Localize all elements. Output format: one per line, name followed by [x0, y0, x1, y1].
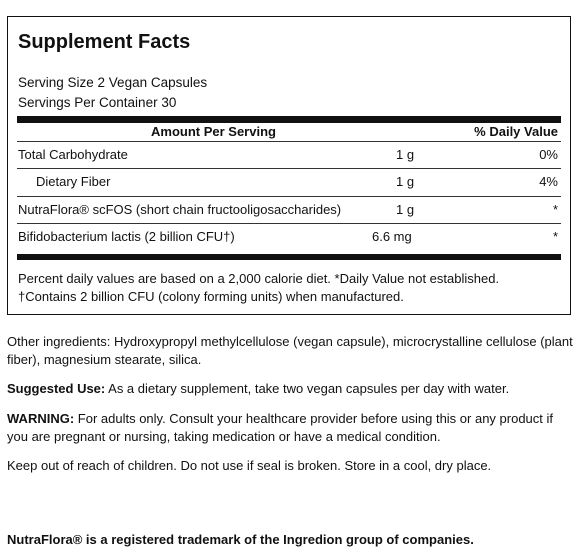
warning-label: WARNING:	[7, 411, 75, 426]
warning	[7, 410, 573, 446]
nutrient-daily-value: *	[552, 202, 558, 217]
nutrient-name: Dietary Fiber	[36, 174, 111, 189]
suggested-use-text: As a dietary supplement, take two vegan capsules per day with water.	[105, 381, 510, 396]
table-row	[18, 174, 560, 196]
divider	[17, 196, 561, 197]
nutrient-daily-value: *	[552, 229, 558, 244]
nutrient-name: Total Carbohydrate	[18, 147, 128, 162]
panel-title: Supplement Facts	[18, 31, 191, 53]
table-row	[18, 202, 560, 224]
table-row	[18, 229, 560, 251]
header-daily-value: % Daily Value	[474, 124, 558, 139]
warning-text: For adults only. Consult your healthcare provider before using this or any product if you are pregnant or nursing, taking medication or have a medical condition.	[7, 411, 554, 444]
divider	[17, 141, 561, 142]
footnote-daily-value: Percent daily values are based on a 2,000 calorie diet. *Daily Value not established.	[18, 271, 500, 286]
nutrient-daily-value: 0%	[539, 147, 558, 162]
serving-size: Serving Size 2 Vegan Capsules	[18, 75, 208, 90]
suggested-use-label: Suggested Use:	[7, 381, 106, 396]
supplement-facts-panel	[7, 16, 571, 315]
nutrient-name: Bifidobacterium lactis (2 billion CFU†)	[18, 229, 235, 244]
nutrient-daily-value: 4%	[539, 174, 558, 189]
thick-divider	[17, 116, 561, 123]
divider	[17, 223, 561, 224]
divider	[17, 168, 561, 169]
nutrient-amount: 6.6 mg	[372, 229, 412, 244]
nutrient-amount: 1 g	[396, 147, 415, 162]
nutrient-amount: 1 g	[396, 202, 415, 217]
nutrient-amount: 1 g	[396, 174, 415, 189]
nutrient-name: NutraFlora® scFOS (short chain fructooligosaccharides)	[18, 202, 342, 217]
servings-per-container: Servings Per Container 30	[18, 95, 177, 110]
table-row	[18, 147, 560, 169]
storage-instructions: Keep out of reach of children. Do not use if seal is broken. Store in a cool, dry place.	[7, 458, 492, 473]
trademark-notice: NutraFlora® is a registered trademark of the Ingredion group of companies.	[7, 532, 474, 547]
header-amount-per-serving: Amount Per Serving	[151, 124, 276, 139]
suggested-use	[7, 380, 573, 398]
other-ingredients: Other ingredients: Hydroxypropyl methylcellulose (vegan capsule), microcrystalline cellulose (plant fiber), magnesium stearate, silica.	[7, 334, 573, 367]
thick-divider	[17, 254, 561, 260]
footnote-cfu: †Contains 2 billion CFU (colony forming units) when manufactured.	[18, 289, 404, 304]
